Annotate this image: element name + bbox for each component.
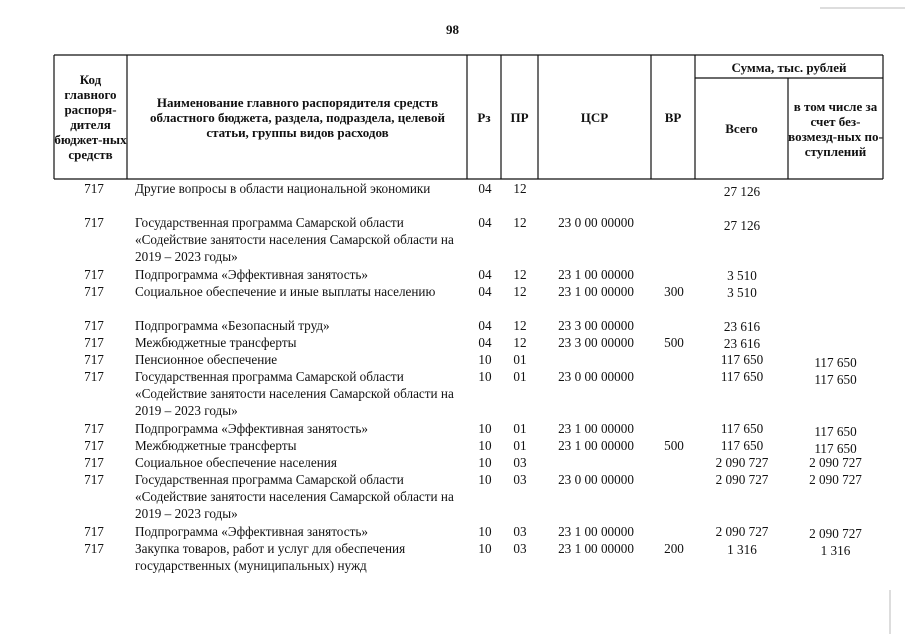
row-code: 717 [84, 421, 104, 436]
row-csr: 23 0 00 00000 [558, 369, 634, 384]
row-pr: 03 [513, 472, 527, 487]
row-pr: 03 [513, 541, 527, 556]
header-pr: ПР [510, 109, 529, 125]
row-name: Государственная программа Самарской области «Содействие занятости населения Самарской области на 2019 – 2023 годы» [135, 215, 454, 264]
table-row [0, 421, 905, 438]
row-name: Подпрограмма «Безопасный труд» [135, 318, 330, 333]
row-total: 2 090 727 [715, 524, 769, 539]
row-free: 117 650 [814, 424, 857, 439]
row-csr: 23 0 00 00000 [558, 215, 634, 230]
row-name: Пенсионное обеспечение [135, 352, 278, 367]
row-total: 2 090 727 [715, 472, 769, 487]
row-code: 717 [84, 335, 104, 350]
table-row [0, 335, 905, 352]
row-pr: 12 [513, 284, 527, 299]
row-csr: 23 1 00 00000 [558, 524, 634, 539]
header-rz: Рз [477, 109, 491, 125]
table-row [0, 215, 905, 267]
row-code: 717 [84, 524, 104, 539]
table-row [0, 472, 905, 524]
row-free: 117 650 [814, 441, 857, 456]
header-code: Код главного распоря-дителя бюджет-ных средств [54, 72, 127, 162]
header-total: Всего [725, 121, 758, 136]
table-row [0, 438, 905, 455]
row-csr: 23 1 00 00000 [558, 438, 634, 453]
row-free: 117 650 [814, 355, 857, 370]
row-total: 2 090 727 [715, 455, 769, 470]
row-code: 717 [84, 267, 104, 282]
row-name: Межбюджетные трансферты [135, 438, 297, 453]
row-total: 3 510 [727, 268, 757, 283]
row-rz: 10 [478, 438, 492, 453]
table-row [0, 369, 905, 421]
row-rz: 10 [478, 369, 492, 384]
row-code: 717 [84, 438, 104, 453]
row-csr: 23 1 00 00000 [558, 267, 634, 282]
row-csr: 23 1 00 00000 [558, 284, 634, 299]
row-total: 27 126 [723, 218, 761, 233]
row-rz: 10 [478, 472, 492, 487]
table-row [0, 524, 905, 541]
row-free: 1 316 [820, 543, 851, 558]
header-sum: Сумма, тыс. рублей [731, 59, 847, 75]
row-total: 117 650 [720, 352, 764, 367]
row-code: 717 [84, 215, 104, 230]
table-row [0, 267, 905, 284]
row-code: 717 [84, 541, 104, 556]
row-csr: 23 0 00 00000 [558, 472, 634, 487]
row-name: Государственная программа Самарской области «Содействие занятости населения Самарской области на 2019 – 2023 годы» [135, 472, 454, 521]
row-total: 3 510 [727, 285, 757, 300]
row-code: 717 [84, 181, 104, 196]
row-vr: 300 [664, 284, 684, 299]
table-row [0, 284, 905, 318]
table-row [0, 181, 905, 215]
row-rz: 04 [478, 181, 492, 196]
header-vr: ВР [664, 109, 682, 125]
row-pr: 01 [513, 421, 527, 436]
row-pr: 12 [513, 215, 527, 230]
row-code: 717 [84, 352, 104, 367]
row-name: Государственная программа Самарской области «Содействие занятости населения Самарской области на 2019 – 2023 годы» [135, 369, 454, 418]
row-vr: 200 [664, 541, 684, 556]
row-rz: 04 [478, 318, 492, 333]
row-rz: 04 [478, 284, 492, 299]
row-rz: 04 [478, 335, 492, 350]
table-row [0, 318, 905, 335]
row-rz: 10 [478, 352, 492, 367]
row-pr: 12 [513, 318, 527, 333]
row-total: 27 126 [723, 184, 761, 199]
row-rz: 04 [478, 215, 492, 230]
row-total: 23 616 [723, 336, 761, 351]
row-rz: 10 [478, 541, 492, 556]
row-total: 117 650 [720, 421, 764, 436]
header-csr: ЦСР [580, 109, 609, 125]
row-rz: 10 [478, 524, 492, 539]
row-pr: 03 [513, 455, 527, 470]
row-free: 117 650 [814, 372, 857, 387]
row-code: 717 [84, 318, 104, 333]
page-number: 98 [446, 22, 459, 37]
header-free: в том числе за счет без-возмезд-ных по-ступлений [788, 98, 883, 159]
row-total: 1 316 [727, 542, 757, 557]
row-pr: 01 [513, 369, 527, 384]
row-csr: 23 1 00 00000 [558, 541, 634, 556]
row-name: Подпрограмма «Эффективная занятость» [135, 524, 368, 539]
row-code: 717 [84, 284, 104, 299]
row-name: Социальное обеспечение населения [135, 455, 337, 470]
row-rz: 10 [478, 421, 492, 436]
row-free: 2 090 727 [809, 472, 862, 487]
row-vr: 500 [664, 335, 684, 350]
table-row [0, 352, 905, 369]
table-row [0, 455, 905, 472]
row-name: Межбюджетные трансферты [135, 335, 297, 350]
row-name: Подпрограмма «Эффективная занятость» [135, 267, 368, 282]
row-code: 717 [84, 472, 104, 487]
row-pr: 01 [513, 352, 527, 367]
row-total: 23 616 [723, 319, 761, 334]
row-name: Подпрограмма «Эффективная занятость» [135, 421, 368, 436]
row-total: 117 650 [720, 438, 764, 453]
row-pr: 12 [513, 181, 527, 196]
table-row [0, 541, 905, 575]
row-pr: 12 [513, 335, 527, 350]
row-csr: 23 3 00 00000 [558, 318, 634, 333]
row-free: 2 090 727 [809, 526, 862, 541]
row-name: Другие вопросы в области национальной экономики [135, 181, 431, 196]
row-csr: 23 1 00 00000 [558, 421, 634, 436]
row-pr: 01 [513, 438, 527, 453]
row-total: 117 650 [720, 369, 764, 384]
row-name: Социальное обеспечение и иные выплаты населению [135, 284, 436, 299]
row-rz: 10 [478, 455, 492, 470]
row-free: 2 090 727 [809, 455, 862, 470]
row-name: Закупка товаров, работ и услуг для обеспечения государственных (муниципальных) нужд [135, 541, 406, 573]
row-code: 717 [84, 369, 104, 384]
row-rz: 04 [478, 267, 492, 282]
row-vr: 500 [664, 438, 684, 453]
row-csr: 23 3 00 00000 [558, 335, 634, 350]
row-pr: 12 [513, 267, 527, 282]
row-code: 717 [84, 455, 104, 470]
header-name: Наименование главного распорядителя средств областного бюджета, раздела, подраздела, целевой статьи, группы видов расходов [150, 94, 445, 140]
row-pr: 03 [513, 524, 527, 539]
